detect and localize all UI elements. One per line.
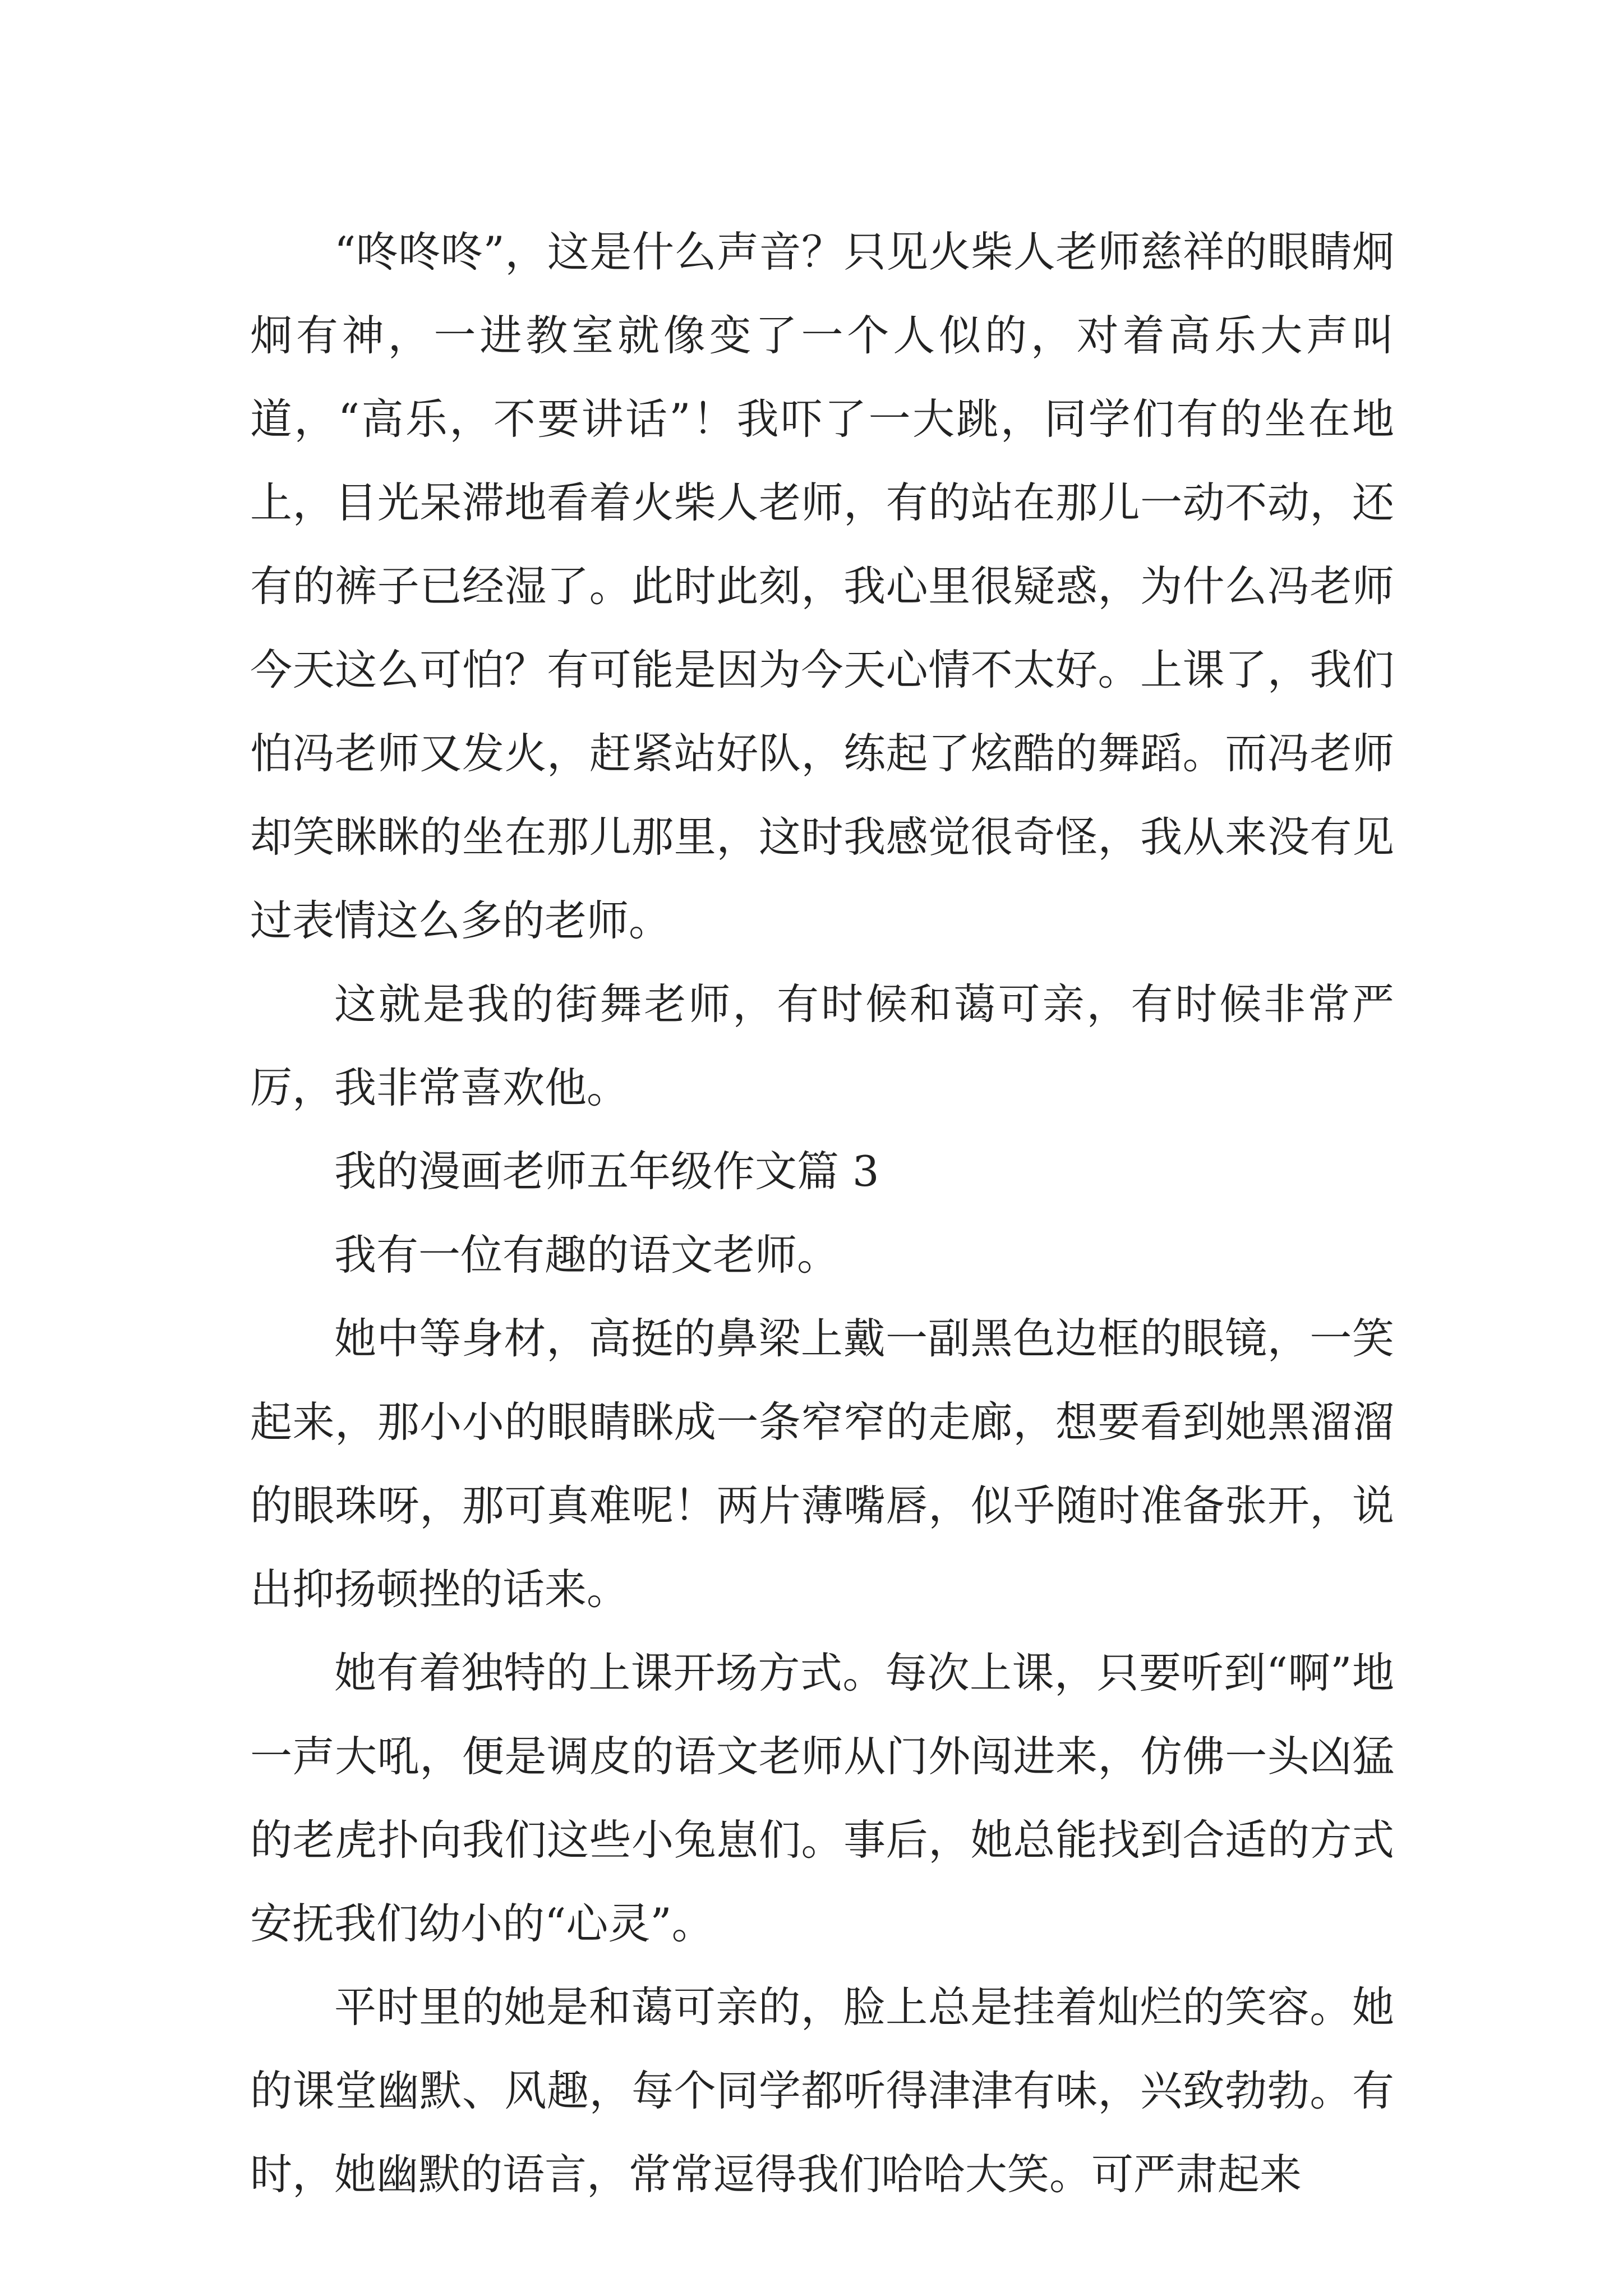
paragraph-intro-chinese-teacher: 我有一位有趣的语文老师。 [334, 1230, 840, 1280]
paragraph-dance-teacher-story: “咚咚咚”，这是什么声音？只见火柴人老师慈祥的眼睛炯炯有神，一进教室就像变了一个人似的，对着高乐大声叫道，“高乐，不要讲话”！我吓了一大跳，同学们有的坐在地上，目光呆滞地看着火柴人老师，有的站在那儿一动不动，还有的裤子已经湿了。此时此刻，我心里很疑惑，为什么冯老师今天这么可怕？有可能是因为今天心情不太好。上课了，我们怕冯老师又发火，赶紧站好队，练起了炫酷的舞蹈。而冯老师却笑眯眯的坐在那儿那里，这时我感觉很奇怪，我从来没有见过表情这么多的老师。 [250, 227, 1394, 945]
document-body [250, 210, 1394, 2216]
paragraph-appearance: 她中等身材，高挺的鼻梁上戴一副黑色边框的眼镜，一笑起来，那小小的眼睛眯成一条窄窄的走廊，想要看到她黑溜溜的眼珠呀，那可真难呢！两片薄嘴唇，似乎随时准备张开，说出抑扬顿挫的话来。 [250, 1314, 1394, 1614]
section-heading: 我的漫画老师五年级作文篇 3 [334, 1147, 879, 1196]
paragraph-daily-personality: 平时里的她是和蔼可亲的，脸上总是挂着灿烂的笑容。她的课堂幽默、风趣，每个同学都听得津津有味，兴致勃勃。有时，她幽默的语言，常常逗得我们哈哈大笑。可严肃起来 [250, 1982, 1394, 2199]
paragraph-class-opening: 她有着独特的上课开场方式。每次上课，只要听到“啊”地一声大吼，便是调皮的语文老师从门外闯进来，仿佛一头凶猛的老虎扑向我们这些小兔崽们。事后，她总能找到合适的方式安抚我们幼小的“心灵”。 [250, 1648, 1394, 1948]
paragraph-dance-teacher-conclusion: 这就是我的街舞老师，有时候和蔼可亲，有时候非常严厉，我非常喜欢他。 [250, 979, 1394, 1112]
